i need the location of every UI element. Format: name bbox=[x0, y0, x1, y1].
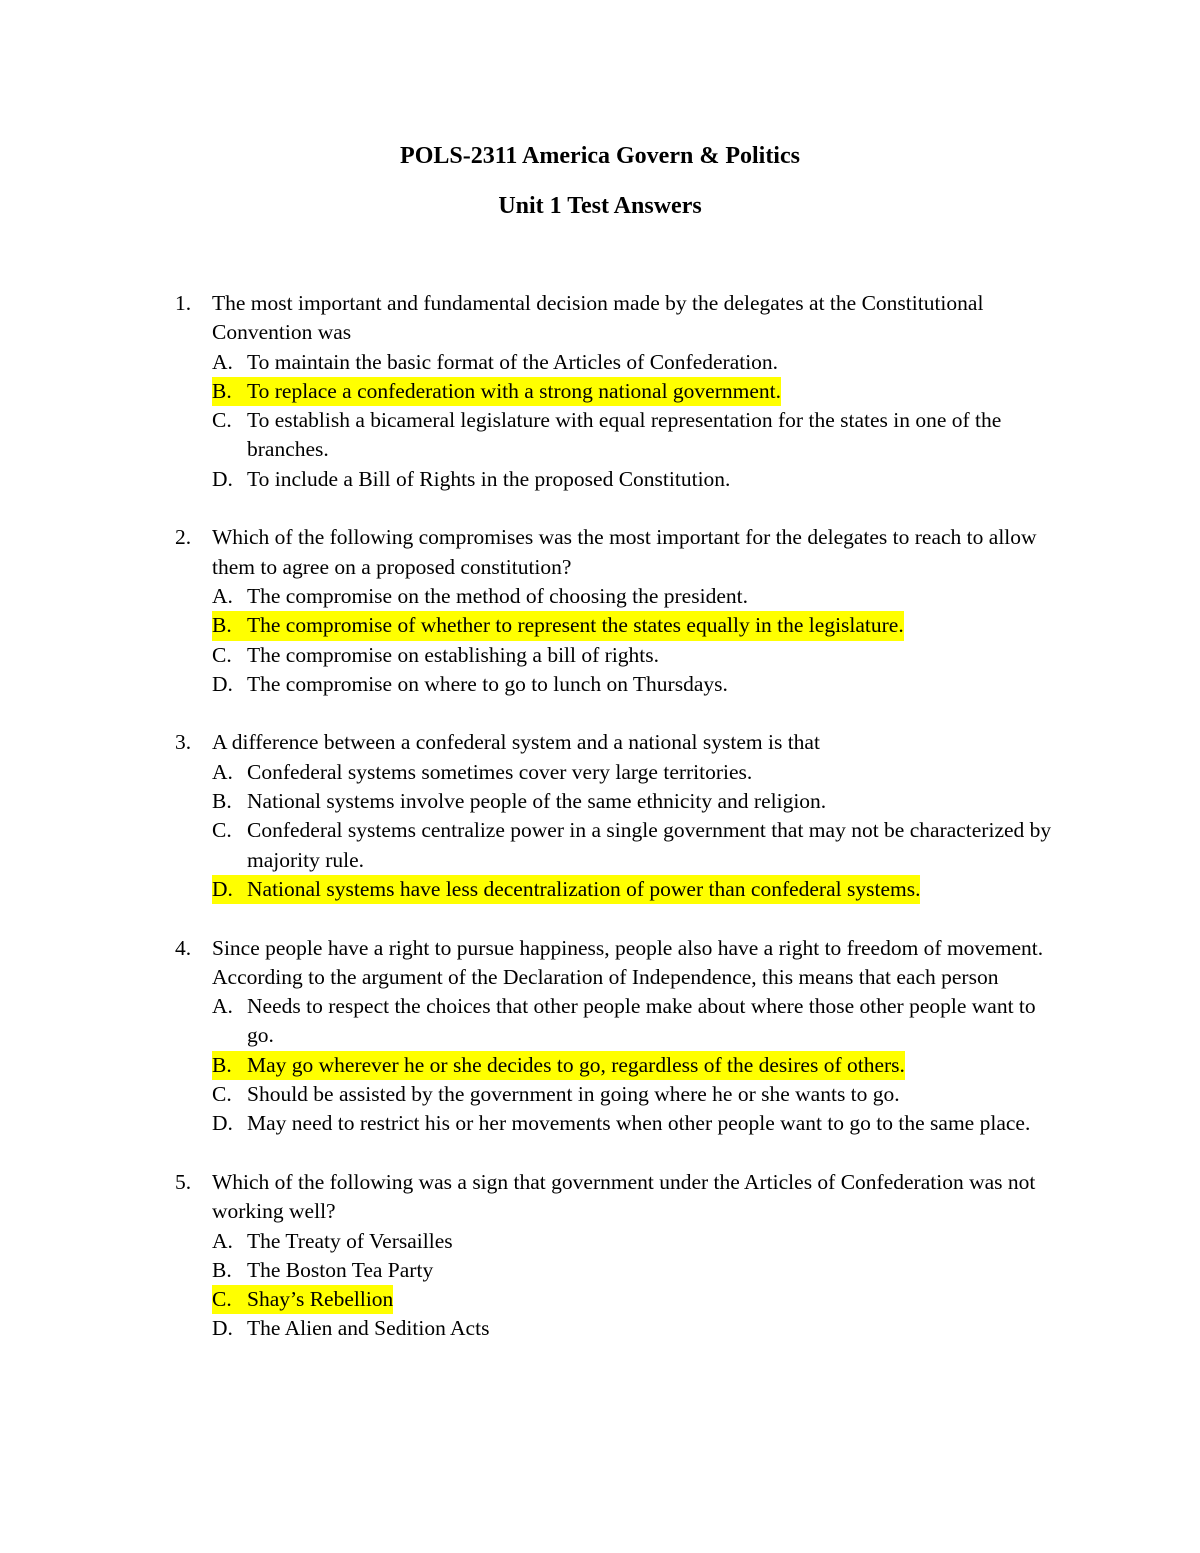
option-letter: D. bbox=[212, 1316, 233, 1341]
question bbox=[175, 289, 1065, 494]
question-list bbox=[175, 289, 1065, 1373]
question bbox=[175, 523, 1065, 699]
option-letter: A. bbox=[212, 759, 233, 784]
option-text: The compromise of whether to represent the states equally in the legislature. bbox=[247, 613, 904, 638]
answer-options bbox=[212, 992, 1065, 1138]
option-letter: A. bbox=[212, 583, 233, 608]
option-text: National systems have less decentralization of power than confederal systems. bbox=[247, 876, 921, 901]
option-text: Should be assisted by the government in going where he or she wants to go. bbox=[247, 1082, 900, 1107]
answer-options bbox=[212, 1227, 1065, 1344]
question-text: Which of the following was a sign that government under the Articles of Confederation was not working well? bbox=[212, 1169, 1036, 1224]
answer-option bbox=[212, 1109, 1065, 1138]
option-letter: C. bbox=[212, 818, 232, 843]
document-subtitle: Unit 1 Test Answers bbox=[498, 193, 702, 219]
answer-option bbox=[212, 1227, 1065, 1256]
option-text: Confederal systems centralize power in a single government that may not be characterized by majority rule. bbox=[247, 818, 1052, 872]
correct-answer-option bbox=[212, 1285, 393, 1314]
answer-option bbox=[212, 465, 1065, 494]
option-text: To replace a confederation with a strong national government. bbox=[247, 378, 782, 403]
option-letter: A. bbox=[212, 1228, 233, 1253]
option-text: May need to restrict his or her movements when other people want to go to the same place. bbox=[247, 1111, 1031, 1136]
answer-options bbox=[212, 582, 1065, 699]
correct-answer-option bbox=[212, 611, 904, 640]
correct-answer-option bbox=[212, 875, 920, 904]
question bbox=[175, 934, 1065, 1139]
option-text: May go wherever he or she decides to go, regardless of the desires of others. bbox=[247, 1052, 905, 1077]
answer-option bbox=[212, 758, 1065, 787]
option-letter: B. bbox=[212, 789, 232, 814]
question-stem bbox=[175, 728, 1065, 757]
correct-answer-option bbox=[212, 377, 781, 406]
option-text: To maintain the basic format of the Articles of Confederation. bbox=[247, 349, 779, 374]
question-text: Since people have a right to pursue happiness, people also have a right to freedom of movement. According to the argument of the Declaration of Independence, this means that each person bbox=[212, 935, 1044, 989]
answer-option bbox=[212, 670, 1065, 699]
option-text: To establish a bicameral legislature with equal representation for the states in one of the branches. bbox=[247, 408, 1002, 462]
option-letter: A. bbox=[212, 349, 233, 374]
answer-option bbox=[212, 1256, 1065, 1285]
option-letter: D. bbox=[212, 1111, 233, 1136]
option-letter: B. bbox=[212, 1257, 232, 1282]
option-text: The Treaty of Versailles bbox=[247, 1228, 453, 1253]
option-letter: C. bbox=[212, 408, 232, 433]
answer-option bbox=[212, 1314, 1065, 1343]
option-letter: B. bbox=[212, 613, 232, 638]
answer-options bbox=[212, 348, 1065, 494]
option-text: The compromise on where to go to lunch on Thursdays. bbox=[247, 671, 728, 696]
question bbox=[175, 1168, 1065, 1344]
document-title: POLS-2311 America Govern & Politics bbox=[400, 143, 800, 169]
option-text: Shay’s Rebellion bbox=[247, 1287, 394, 1312]
option-letter: D. bbox=[212, 671, 233, 696]
option-letter: C. bbox=[212, 1082, 232, 1107]
question-number: 3. bbox=[175, 730, 192, 755]
option-letter: D. bbox=[212, 466, 233, 491]
option-letter: C. bbox=[212, 1287, 232, 1312]
question-text: The most important and fundamental decision made by the delegates at the Constitutional Convention was bbox=[212, 291, 984, 345]
option-text: Needs to respect the choices that other people make about where those other people want to go. bbox=[247, 994, 1036, 1048]
question-stem bbox=[175, 934, 1065, 993]
option-text: The compromise on the method of choosing the president. bbox=[247, 583, 748, 608]
option-text: To include a Bill of Rights in the proposed Constitution. bbox=[247, 466, 731, 491]
option-text: The compromise on establishing a bill of rights. bbox=[247, 642, 660, 667]
answer-option bbox=[212, 641, 1065, 670]
answer-option bbox=[212, 348, 1065, 377]
option-letter: B. bbox=[212, 378, 232, 403]
option-text: National systems involve people of the same ethnicity and religion. bbox=[247, 789, 827, 814]
question-number: 1. bbox=[175, 291, 192, 315]
answer-options bbox=[212, 758, 1065, 904]
answer-option bbox=[212, 406, 1065, 465]
question-text: Which of the following compromises was the most important for the delegates to reach to allow them to agree on a proposed constitution? bbox=[212, 525, 1037, 579]
question-number: 4. bbox=[175, 935, 192, 960]
option-letter: D. bbox=[212, 876, 233, 901]
question bbox=[175, 728, 1065, 904]
answer-option bbox=[212, 582, 1065, 611]
question-stem bbox=[175, 289, 1065, 348]
option-letter: A. bbox=[212, 994, 233, 1019]
answer-option bbox=[212, 1080, 1065, 1109]
answer-option bbox=[212, 992, 1065, 1051]
option-letter: B. bbox=[212, 1052, 232, 1077]
question-text: A difference between a confederal system and a national system is that bbox=[212, 730, 820, 755]
correct-answer-option bbox=[212, 1051, 905, 1080]
option-text: Confederal systems sometimes cover very large territories. bbox=[247, 759, 753, 784]
option-letter: C. bbox=[212, 642, 232, 667]
answer-option bbox=[212, 787, 1065, 816]
option-text: The Boston Tea Party bbox=[247, 1257, 434, 1282]
question-stem bbox=[175, 1168, 1065, 1227]
answer-option bbox=[212, 816, 1065, 875]
question-stem bbox=[175, 523, 1065, 582]
question-number: 5. bbox=[175, 1169, 192, 1194]
question-number: 2. bbox=[175, 525, 192, 550]
option-text: The Alien and Sedition Acts bbox=[247, 1316, 490, 1341]
